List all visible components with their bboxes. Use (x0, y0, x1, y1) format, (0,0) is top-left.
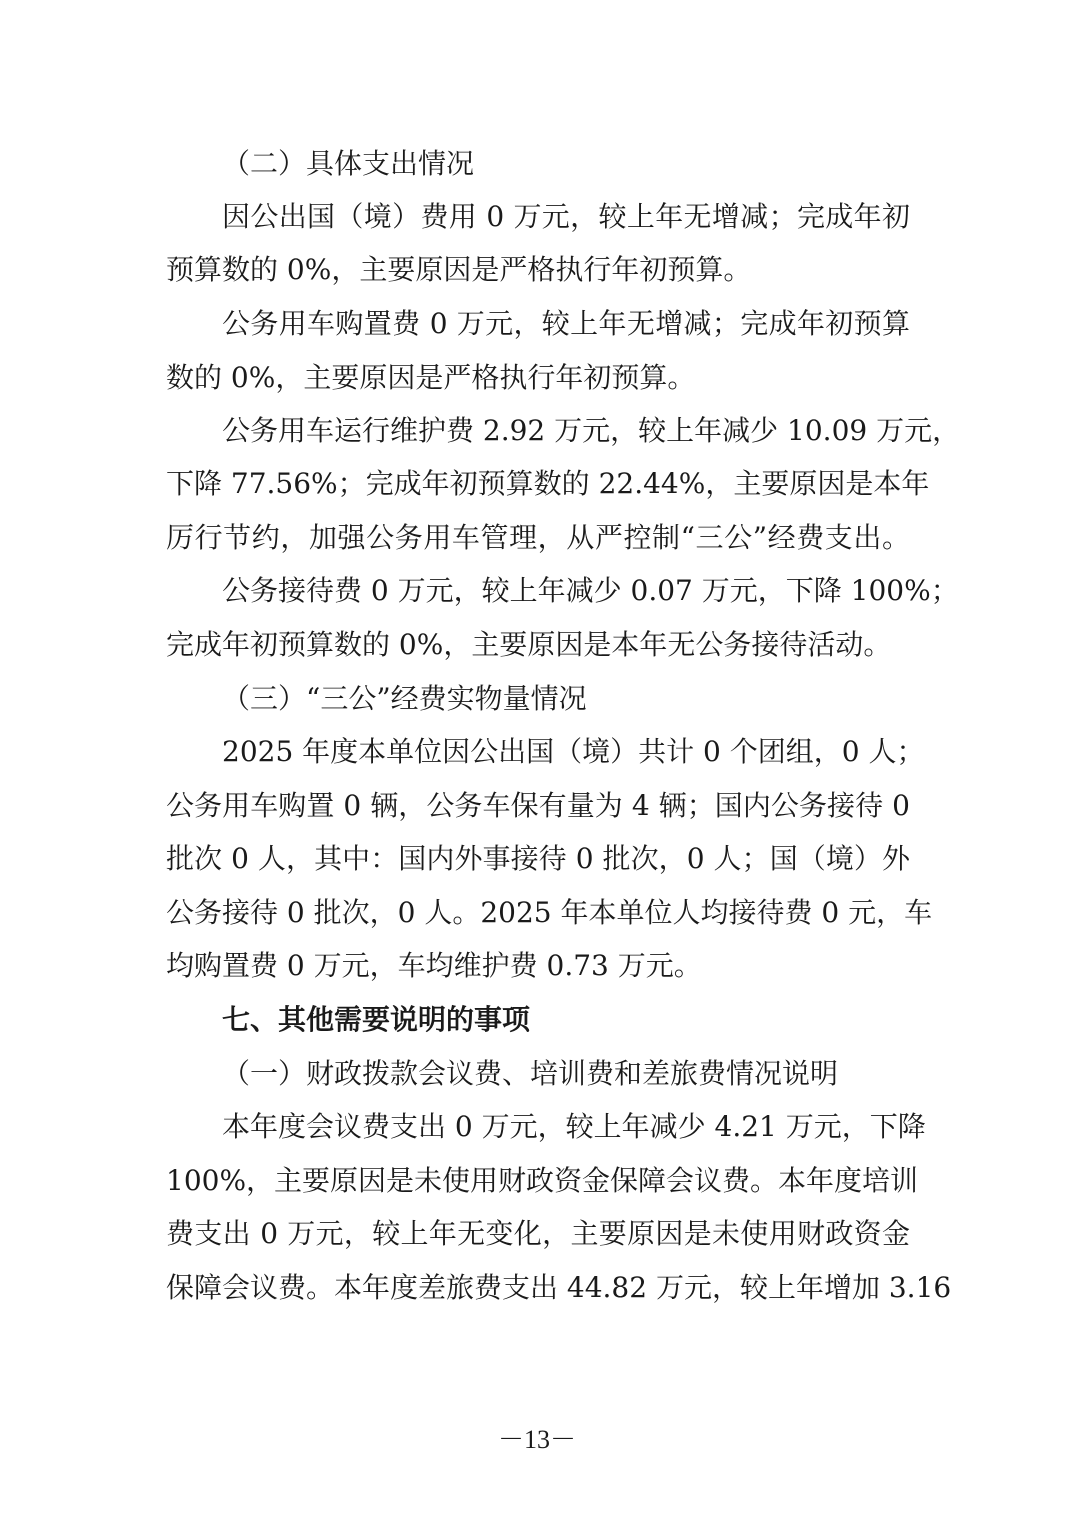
paragraph-line: 公务接待 0 批次，0 人。2025 年本单位人均接待费 0 元，车 (166, 896, 933, 929)
paragraph-line: 厉行节约，加强公务用车管理，从严控制“三公”经费支出。 (166, 521, 910, 554)
paragraph-line: 保障会议费。本年度差旅费支出 44.82 万元，较上年增加 3.16 (166, 1271, 952, 1304)
chapter-heading-other-matters: 七、其他需要说明的事项 (222, 1003, 531, 1036)
paragraph-line: 本年度会议费支出 0 万元，较上年减少 4.21 万元，下降 (222, 1110, 926, 1143)
section-heading-meeting-training-travel: （一）财政拨款会议费、培训费和差旅费情况说明 (222, 1057, 839, 1090)
paragraph-line: 公务接待费 0 万元，较上年减少 0.07 万元，下降 100%； (222, 574, 959, 607)
paragraph-line: 批次 0 人，其中：国内外事接待 0 批次，0 人；国（境）外 (166, 842, 910, 875)
paragraph-line: 公务用车购置费 0 万元，较上年无增减；完成年初预算 (222, 307, 910, 340)
paragraph-line: 下降 77.56%；完成年初预算数的 22.44%，主要原因是本年 (166, 467, 930, 500)
paragraph-line: 公务用车运行维护费 2.92 万元，较上年减少 10.09 万元， (222, 414, 961, 447)
paragraph-line: 2025 年度本单位因公出国（境）共计 0 个团组，0 人； (222, 735, 925, 768)
paragraph-line: 均购置费 0 万元，车均维护费 0.73 万元。 (166, 949, 702, 982)
paragraph-line: 数的 0%，主要原因是严格执行年初预算。 (166, 361, 696, 394)
paragraph-line: 费支出 0 万元，较上年无变化，主要原因是未使用财政资金 (166, 1217, 910, 1250)
section-heading-specific-expenses: （二）具体支出情况 (222, 147, 475, 180)
paragraph-line: 100%，主要原因是未使用财政资金保障会议费。本年度培训 (166, 1164, 919, 1197)
paragraph-line: 公务用车购置 0 辆，公务车保有量为 4 辆；国内公务接待 0 (166, 789, 910, 822)
page-number: －13－ (497, 1425, 576, 1454)
section-heading-physical-quantities: （三）“三公”经费实物量情况 (222, 682, 587, 715)
paragraph-line: 因公出国（境）费用 0 万元，较上年无增减；完成年初 (222, 200, 910, 233)
paragraph-line: 完成年初预算数的 0%，主要原因是本年无公务接待活动。 (166, 628, 892, 661)
paragraph-line: 预算数的 0%，主要原因是严格执行年初预算。 (166, 253, 752, 286)
